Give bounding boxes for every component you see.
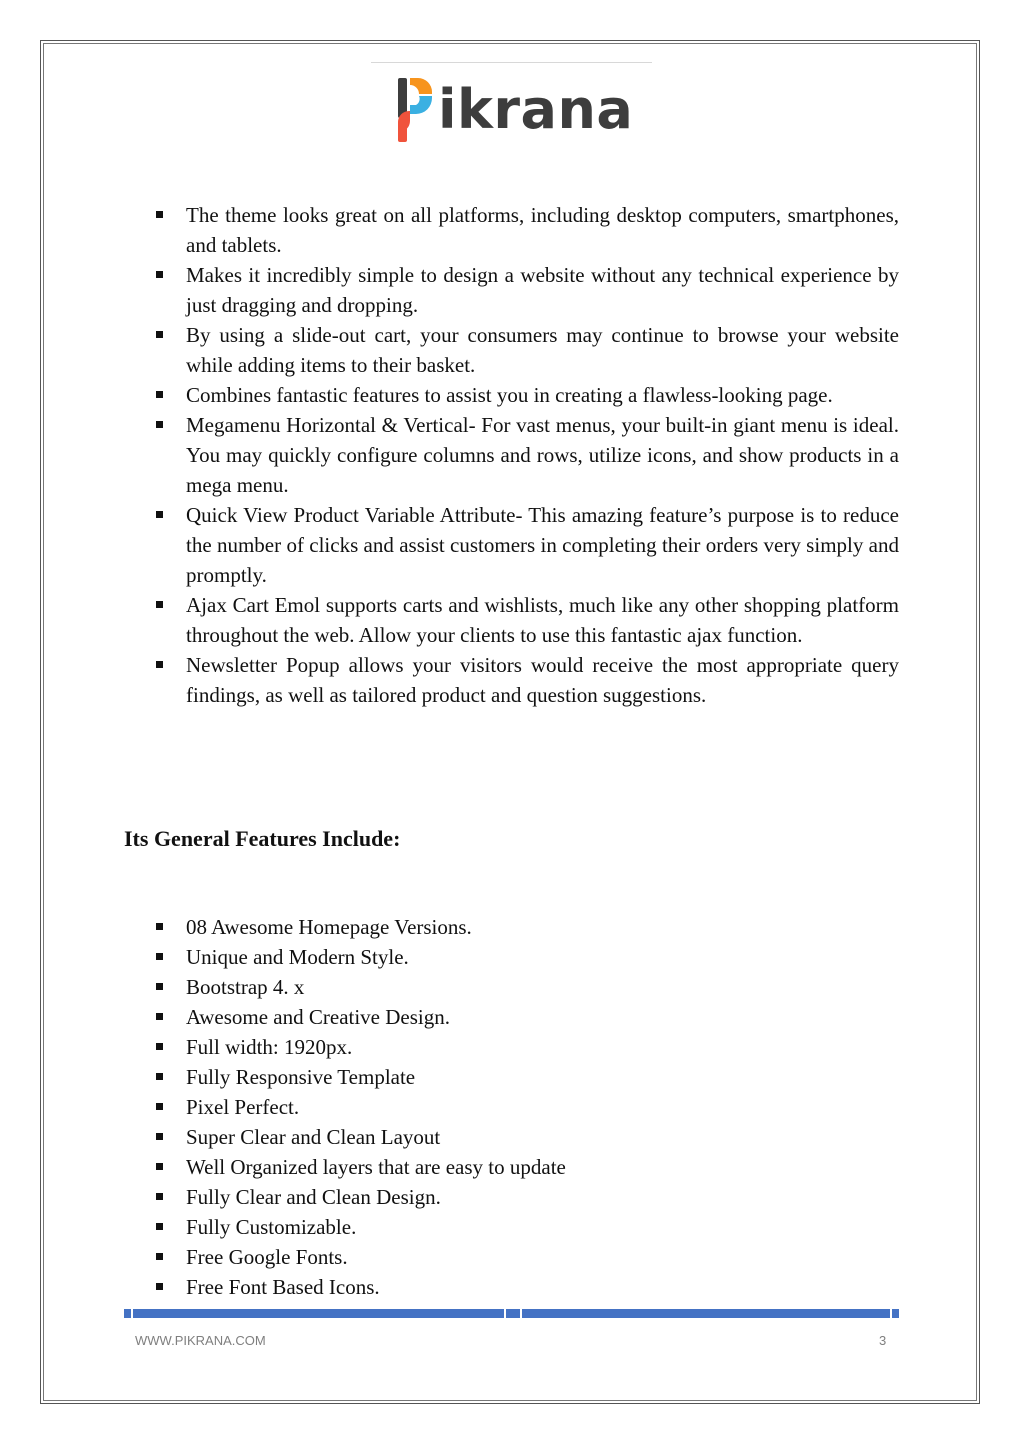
square-bullet-icon xyxy=(156,983,163,990)
list-item xyxy=(155,1242,899,1272)
list-item xyxy=(155,912,899,942)
list-item-text: Pixel Perfect. xyxy=(186,1095,300,1119)
list-item xyxy=(155,1182,899,1212)
square-bullet-icon xyxy=(156,331,163,338)
footer-bar-gap xyxy=(131,1309,133,1318)
list-item xyxy=(155,1062,899,1092)
footer-bar-gap xyxy=(890,1309,892,1318)
list-item-text: Combines fantastic features to assist you in creating a flawless-looking page. xyxy=(186,383,833,407)
square-bullet-icon xyxy=(156,1193,163,1200)
square-bullet-icon xyxy=(156,1133,163,1140)
square-bullet-icon xyxy=(156,1163,163,1170)
list-item xyxy=(155,590,899,650)
square-bullet-icon xyxy=(156,211,163,218)
square-bullet-icon xyxy=(156,1103,163,1110)
square-bullet-icon xyxy=(156,1223,163,1230)
section-heading: Its General Features Include: xyxy=(124,826,401,851)
square-bullet-icon xyxy=(156,391,163,398)
list-item xyxy=(155,1002,899,1032)
square-bullet-icon xyxy=(156,1073,163,1080)
list-item xyxy=(155,650,899,710)
list-item xyxy=(155,500,899,590)
footer-website: WWW.PIKRANA.COM xyxy=(135,1333,266,1348)
list-item xyxy=(155,380,899,410)
benefits-list xyxy=(155,200,899,710)
list-item-text: 08 Awesome Homepage Versions. xyxy=(186,915,472,939)
list-item xyxy=(155,942,899,972)
list-item-text: Newsletter Popup allows your visitors would receive the most appropriate query findings, as well as tailored product and question suggestions. xyxy=(186,653,899,707)
list-item xyxy=(155,1272,899,1302)
list-item-text: Makes it incredibly simple to design a website without any technical experience by just dragging and dropping. xyxy=(186,263,899,317)
list-item-text: By using a slide-out cart, your consumers may continue to browse your website while adding items to their basket. xyxy=(186,323,899,377)
square-bullet-icon xyxy=(156,923,163,930)
pikrana-logo-text: ikrana xyxy=(438,78,634,141)
list-item-text: Quick View Product Variable Attribute- This amazing feature’s purpose is to reduce the number of clicks and assist customers in completing their orders very simply and promptly. xyxy=(186,503,899,587)
square-bullet-icon xyxy=(156,953,163,960)
list-item-text: Super Clear and Clean Layout xyxy=(186,1125,441,1149)
square-bullet-icon xyxy=(156,1043,163,1050)
square-bullet-icon xyxy=(156,661,163,668)
square-bullet-icon xyxy=(156,1013,163,1020)
header-rule xyxy=(371,62,652,63)
list-item xyxy=(155,972,899,1002)
square-bullet-icon xyxy=(156,271,163,278)
list-item-text: Awesome and Creative Design. xyxy=(186,1005,450,1029)
list-item xyxy=(155,1032,899,1062)
list-item xyxy=(155,1092,899,1122)
list-item-text: Fully Customizable. xyxy=(186,1215,357,1239)
list-item-text: Megamenu Horizontal & Vertical- For vast menus, your built-in giant menu is ideal. You may quickly configure columns and rows, utilize icons, and show products in a mega menu. xyxy=(186,413,899,497)
pikrana-logo-mark-icon xyxy=(396,76,444,144)
footer-bar xyxy=(124,1309,899,1318)
list-item-text: Bootstrap 4. x xyxy=(186,975,305,999)
list-item xyxy=(155,320,899,380)
list-item-text: The theme looks great on all platforms, including desktop computers, smartphones, and tablets. xyxy=(186,203,899,257)
list-item xyxy=(155,260,899,320)
square-bullet-icon xyxy=(156,1283,163,1290)
square-bullet-icon xyxy=(156,511,163,518)
square-bullet-icon xyxy=(156,601,163,608)
list-item-text: Fully Responsive Template xyxy=(186,1065,416,1089)
list-item xyxy=(155,200,899,260)
footer-bar-gap xyxy=(504,1309,506,1318)
list-item-text: Free Font Based Icons. xyxy=(186,1275,380,1299)
footer-bar-gap xyxy=(520,1309,522,1318)
general-features-list xyxy=(155,912,899,1302)
list-item-text: Well Organized layers that are easy to update xyxy=(186,1155,566,1179)
list-item xyxy=(155,1122,899,1152)
list-item xyxy=(155,1152,899,1182)
list-item xyxy=(155,1212,899,1242)
list-item xyxy=(155,410,899,500)
list-item-text: Ajax Cart Emol supports carts and wishlists, much like any other shopping platform throughout the web. Allow your clients to use this fantastic ajax function. xyxy=(186,593,899,647)
list-item-text: Unique and Modern Style. xyxy=(186,945,409,969)
list-item-text: Free Google Fonts. xyxy=(186,1245,348,1269)
list-item-text: Full width: 1920px. xyxy=(186,1035,353,1059)
square-bullet-icon xyxy=(156,421,163,428)
list-item-text: Fully Clear and Clean Design. xyxy=(186,1185,441,1209)
footer-page-number: 3 xyxy=(879,1333,887,1348)
pikrana-logo xyxy=(396,76,636,146)
square-bullet-icon xyxy=(156,1253,163,1260)
